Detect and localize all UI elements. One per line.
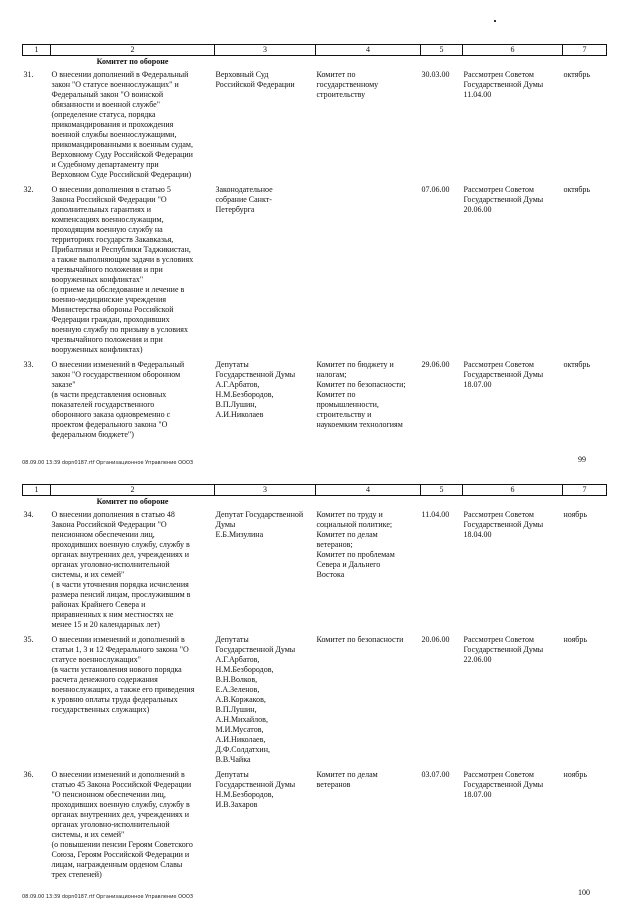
column-number: 4 (316, 485, 421, 496)
row-number: 34. (23, 510, 34, 519)
submission-date: 29.06.00 (421, 360, 450, 369)
column-number: 7 (563, 45, 607, 56)
page-number: 100 (578, 888, 590, 897)
column-number: 2 (51, 485, 215, 496)
co-executor-committee: Комитет по бюджету и налогам; Комитет по безопасности; Комитет по промышленности, строительству и наукоемким технологиям (316, 360, 406, 429)
co-executor-committee: Комитет по государственному строительству (316, 70, 379, 99)
row-number: 36. (23, 770, 34, 779)
scan-speck (494, 20, 496, 22)
section-title: Комитет по обороне (96, 497, 169, 506)
submission-date: 07.06.00 (421, 185, 450, 194)
column-number: 7 (563, 485, 607, 496)
submission-date: 11.04.00 (421, 510, 450, 519)
bill-initiator: Верховный Суд Российской Федерации (215, 70, 295, 89)
column-number: 3 (215, 485, 316, 496)
submission-date: 30.03.00 (421, 70, 450, 79)
bill-title: О внесении изменений и дополнений в статью 45 Закона Российской Федерации "О пенсионном обеспечении лиц, проходивших военную службу, службу в органах внутренних дел, учреждениях и органах уголовно-исполнительной системы, и их семей" (о повышении пенсии Героям Советского Союза, Героям Российской Федерации и лицам, награжденным орденом Славы трех степеней) (51, 770, 193, 879)
planned-month: октябрь (563, 360, 591, 369)
co-executor-committee: Комитет по безопасности (316, 635, 404, 644)
bill-initiator: Законодательное собрание Санкт- Петербурга (215, 185, 273, 214)
section-row (23, 496, 607, 508)
column-number: 2 (51, 45, 215, 56)
column-number: 6 (463, 45, 563, 56)
review-status: Рассмотрен Советом Государственной Думы 18.04.00 (463, 510, 544, 539)
planned-month: ноябрь (563, 510, 588, 519)
footer-file-info: 08.09.00 13:39 dopn0187.rtf Организационное Управление ОООЗ (22, 460, 194, 466)
bills-table-page-2 (22, 484, 607, 882)
table-row (23, 357, 607, 442)
planned-month: ноябрь (563, 770, 588, 779)
planned-month: ноябрь (563, 635, 588, 644)
table-row (23, 767, 607, 882)
review-status: Рассмотрен Советом Государственной Думы 18.07.00 (463, 360, 544, 389)
footer-file-info: 08.09.00 13:39 dopn0187.rtf Организационное Управление ОООЗ (22, 894, 194, 900)
column-number-row (23, 45, 607, 56)
column-number: 1 (23, 45, 51, 56)
page-number: 99 (578, 455, 586, 464)
submission-date: 20.06.00 (421, 635, 450, 644)
submission-date: 03.07.00 (421, 770, 450, 779)
section-title: Комитет по обороне (96, 57, 169, 66)
bills-table-page-1 (22, 44, 607, 442)
review-status: Рассмотрен Советом Государственной Думы 20.06.00 (463, 185, 544, 214)
bill-title: О внесении дополнения в статью 48 Закона Российской Федерации "О пенсионном обеспечении лиц, проходивших военную службу, службу в органах внутренних дел, учреждениях и органах уголовно-исполнительной системы, и их семей" ( в части уточнения порядка исчисления размера пенсий лицам, прослужившим в районах Крайнего Севера и приравненных к ним местностях не менее 15 и 20 календарных лет) (51, 510, 191, 629)
bill-initiator: Депутаты Государственной Думы А.Г.Арбатов, Н.М.Безбородов, В.П.Лушин, А.И.Николаев (215, 360, 296, 419)
review-status: Рассмотрен Советом Государственной Думы 18.07.00 (463, 770, 544, 799)
row-number: 35. (23, 635, 34, 644)
row-number: 33. (23, 360, 34, 369)
column-number: 6 (463, 485, 563, 496)
planned-month: октябрь (563, 70, 591, 79)
review-status: Рассмотрен Советом Государственной Думы 11.04.00 (463, 70, 544, 99)
document-page-2 (0, 472, 640, 900)
bill-title: О внесении изменений и дополнений в статьи 1, 3 и 12 Федерального закона "О статусе военнослужащих" (в части установления нового порядка расчета денежного содержания военнослужащих, а также его приведения к уровню оплаты труда федеральных государственных служащих) (51, 635, 195, 714)
column-number: 5 (421, 485, 463, 496)
row-number: 31. (23, 70, 34, 79)
bill-title: О внесении дополнений в Федеральный закон "О статусе военнослужащих" и Федеральный закон "О воинской обязанности и военной службе" (определение статуса, порядка прикомандирования и прохождения военной службы военнослужащими, прикомандированными к военным судам, Верховному Суду Российской Федерации и Судебному департаменту при Верховном Суде Российской Федерации) (51, 70, 193, 179)
bill-initiator: Депутаты Государственной Думы Н.М.Безбородов, И.В.Захаров (215, 770, 296, 809)
table-row (23, 67, 607, 182)
co-executor-committee: Комитет по делам ветеранов (316, 770, 378, 789)
review-status: Рассмотрен Советом Государственной Думы 22.06.00 (463, 635, 544, 664)
bill-title: О внесении изменений в Федеральный закон "О государственном оборонном заказе" (в части представления основных показателей государственного оборонного заказа одновременно с проектом федерального закона "О федеральном бюджете") (51, 360, 185, 439)
table-row (23, 632, 607, 767)
bill-title: О внесении дополнения в статью 5 Закона Российской Федерации "О дополнительных гарантиях и компенсациях военнослужащим, проходящим военную службу на территориях государств Закавказья, Прибалтики и Республики Таджикистан, а также выполняющим задачи в условиях чрезвычайного положения и при вооруженных конфликтах" (о приеме на обследование и лечение в военно-медицинские учреждения Министерства обороны Российской Федерации граждан, проходивших военную службу по призыву в условиях чрезвычайного положения и при вооруженных конфликтах) (51, 185, 194, 354)
bill-initiator: Депутаты Государственной Думы А.Г.Арбатов, Н.М.Безбородов, В.Н.Волков, Е.А.Зеленов, А.В.Коржаков, В.П.Лушин, А.Н.Михайлов, М.И.Мусатов, А.И.Николаев, Д.Ф.Солдатхин, В.В.Чайка (215, 635, 296, 764)
column-number: 4 (316, 45, 421, 56)
column-number: 5 (421, 45, 463, 56)
table-row (23, 507, 607, 632)
co-executor-committee: Комитет по труду и социальной политике; Комитет по делам ветеранов; Комитет по проблемам Севера и Дальнего Востока (316, 510, 395, 579)
row-number: 32. (23, 185, 34, 194)
column-number: 3 (215, 45, 316, 56)
column-number: 1 (23, 485, 51, 496)
planned-month: октябрь (563, 185, 591, 194)
bill-initiator: Депутат Государственной Думы Е.Б.Мизулина (215, 510, 304, 539)
table-row (23, 182, 607, 357)
column-number-row (23, 485, 607, 496)
co-executor-committee (316, 182, 421, 357)
section-row (23, 56, 607, 68)
